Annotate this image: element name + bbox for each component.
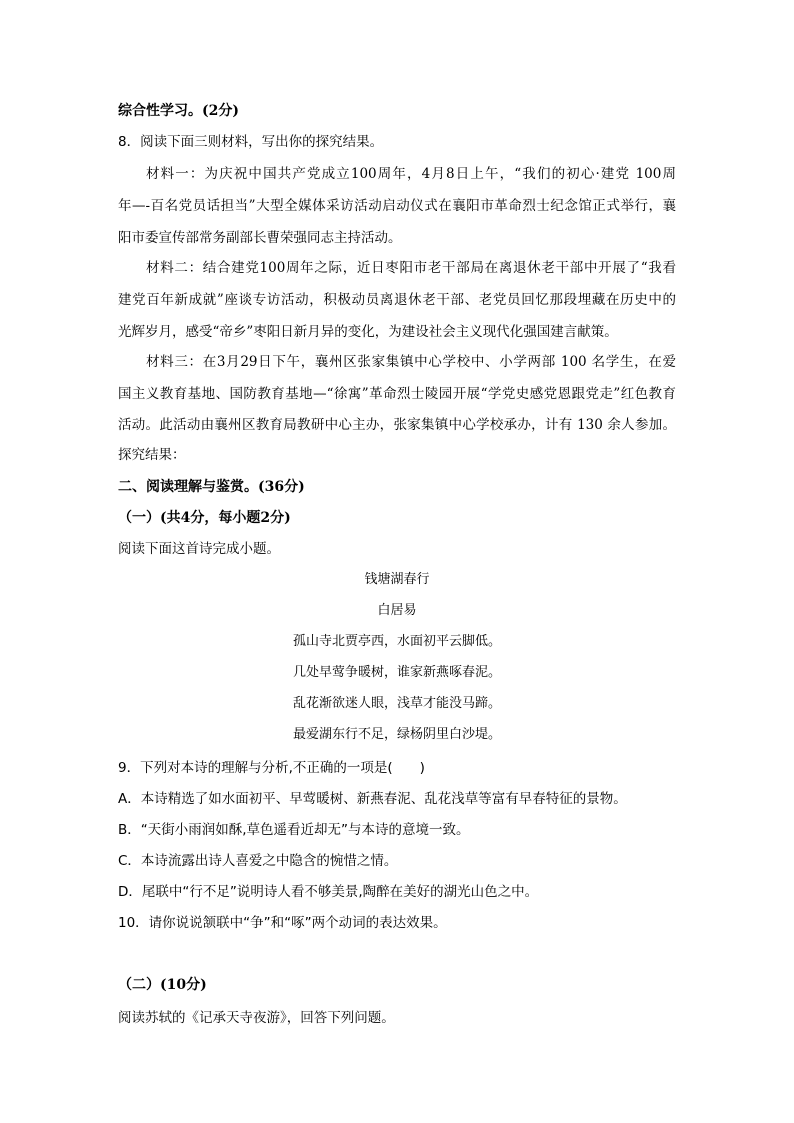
- part-2-heading: （二）(10分): [118, 977, 207, 993]
- question-9-option-c: C．本诗流露出诗人喜爱之中隐含的惋惜之情。: [118, 853, 398, 869]
- material-1-line-1: 材料一：为庆祝中国共产党成立100周年，4月8日上午，“我们的初心·建党 100周: [146, 166, 676, 182]
- material-2-line-1: 材料二：结合建党100周年之际，近日枣阳市老干部局在离退休老干部中开展了“我看: [146, 260, 676, 276]
- poem-line-4: 最爱湖东行不足，绿杨阴里白沙堤。: [292, 727, 501, 742]
- material-3-line-3: 活动。此活动由襄州区教育局教研中心主办，张家集镇中心学校承办，计有 130 余人参加。: [118, 417, 676, 433]
- part-2-intro: 阅读苏轼的《记承天寺夜游》，回答下列问题。: [118, 1010, 395, 1026]
- material-2-line-2: 建党百年新成就”座谈专访活动，积极动员离退休老干部、老党员回忆那段埋藏在历史中的: [118, 292, 676, 308]
- question-9-option-d: D．尾联中“行不足”说明诗人看不够美景,陶醉在美好的湖光山色之中。: [118, 884, 539, 900]
- material-3-line-1: 材料三：在3月29日下午，襄州区张家集镇中心学校中、小学两部 100 名学生，在爱: [146, 354, 676, 370]
- material-1-line-2: 年—-百名党员话担当”大型全媒体采访活动启动仪式在襄阳市革命烈士纪念馆正式举行，襄: [118, 198, 676, 214]
- material-2-line-3: 光辉岁月，感受“帝乡”枣阳日新月异的变化，为建设社会主义现代化强国建言献策。: [118, 324, 618, 340]
- part-1-intro: 阅读下面这首诗完成小题。: [118, 541, 280, 557]
- part-1-heading: （一）(共4分，每小题2分): [118, 510, 291, 526]
- question-9-option-b: B．“天街小雨润如酥,草色遥看近却无”与本诗的意境一致。: [118, 822, 470, 838]
- poem-line-1: 孤山寺北贾亭西，水面初平云脚低。: [292, 634, 501, 649]
- poem-line-3: 乱花渐欲迷人眼，浅草才能没马蹄。: [292, 696, 501, 711]
- question-9-prompt: 9．下列对本诗的理解与分析,不正确的一项是( ): [118, 760, 425, 776]
- material-3-line-2: 国主义教育基地、国防教育基地—“徐寓”革命烈士陵园开展“学党史感党恩跟党走”红色教育: [118, 386, 676, 402]
- comprehensive-section-heading: 综合性学习。(2分): [118, 103, 239, 119]
- poem-title: 钱塘湖春行: [364, 572, 430, 587]
- research-result-label: 探究结果：: [118, 447, 186, 463]
- reading-section-heading: 二、阅读理解与鉴赏。(36分): [118, 479, 305, 495]
- question-8-prompt: 8．阅读下面三则材料，写出你的探究结果。: [118, 134, 384, 150]
- material-1-line-3: 阳市委宣传部常务副部长曹荣强同志主持活动。: [118, 230, 402, 246]
- poem-line-2: 几处早莺争暖树，谁家新燕啄春泥。: [292, 665, 501, 680]
- question-10-prompt: 10．请你说说颔联中“争”和“啄”两个动词的表达效果。: [118, 915, 447, 931]
- poem-author: 白居易: [377, 603, 417, 618]
- question-9-option-a: A．本诗精选了如水面初平、早莺暖树、新燕春泥、乱花浅草等富有早春特征的景物。: [118, 791, 627, 807]
